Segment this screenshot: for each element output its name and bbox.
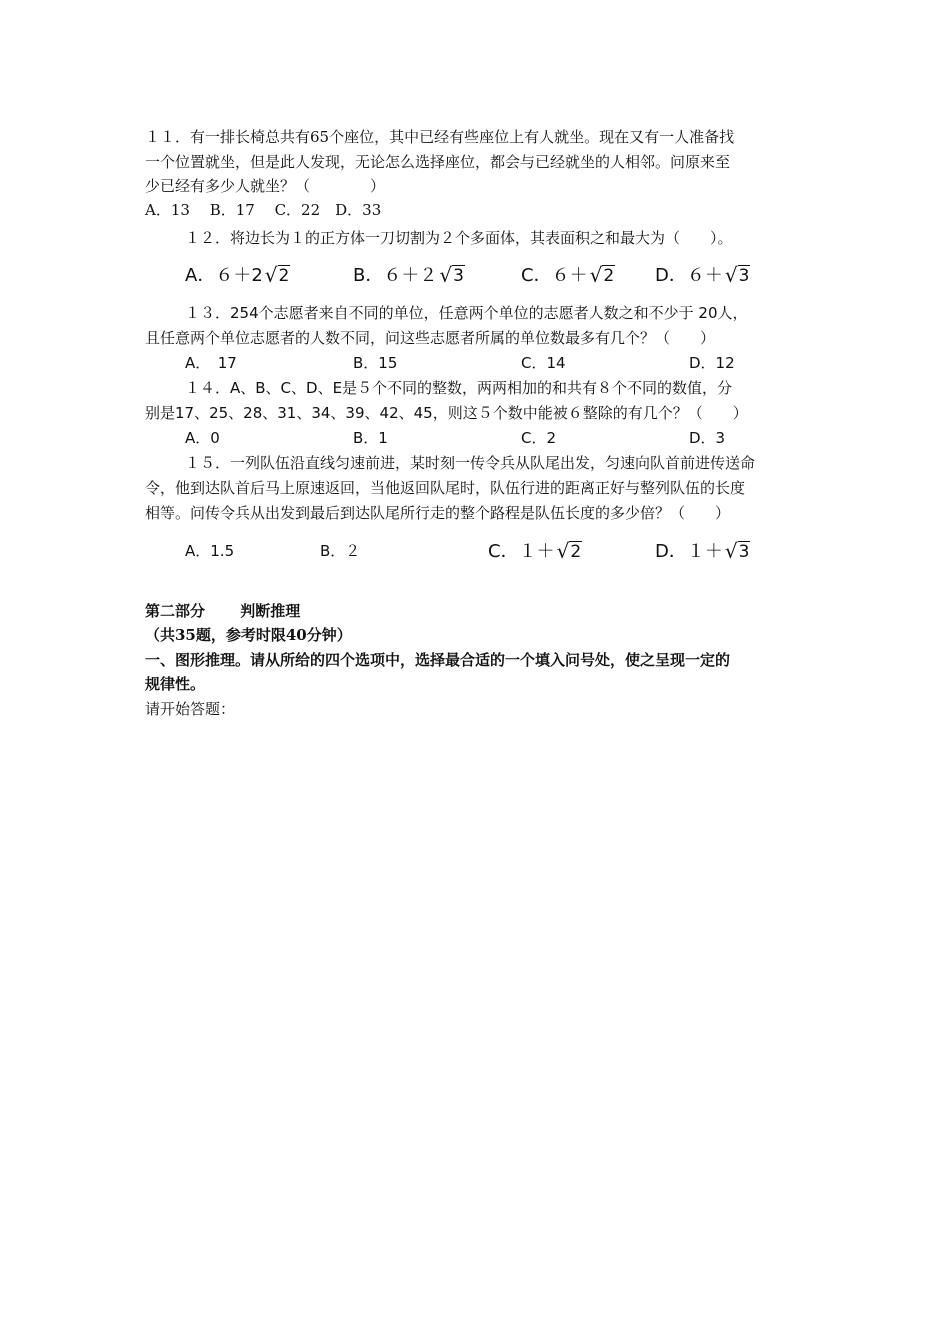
q12-stem: １２．将边长为１的正方体一刀切割为２个多面体，其表面积之和最大为（ ）。: [185, 229, 733, 247]
part2-subheading: （共35题，参考时限40分钟）: [145, 626, 352, 644]
q15-option-c-text: C．１＋: [488, 541, 555, 562]
q15-option-d: [655, 538, 750, 565]
sqrt-symbol: √3: [724, 539, 750, 563]
q13-option-a: A． 17: [185, 354, 237, 372]
q15-options: [185, 538, 825, 564]
q12-option-d: [655, 262, 750, 289]
q15-option-c-radicand: 2: [570, 542, 582, 562]
q13-option-d: D．12: [689, 354, 735, 372]
q13-options: [185, 350, 825, 376]
section-instruction-line-1: 一、图形推理。请从所给的四个选项中，选择最合适的一个填入问号处，使之呈现一定的: [145, 651, 731, 669]
q11-line-1: １１．有一排长椅总共有65个座位，其中已经有些座位上有人就坐。现在又有一人准备找: [145, 128, 735, 146]
q12-option-c-text: C．６＋: [521, 265, 588, 286]
q15-line-1: １５．一列队伍沿直线匀速前进，某时刻一传令兵从队尾出发，匀速向队首前进传送命: [185, 454, 756, 472]
part2-heading: 第二部分 判断推理: [145, 602, 301, 620]
q14-line-2: 别是17、25、28、31、34、39、42、45，则这５个数中能被６整除的有几个？（ ）: [145, 404, 748, 422]
q13-option-b: B．15: [353, 354, 398, 372]
q14-option-a: A．0: [185, 429, 220, 447]
q15-option-d-radicand: 3: [738, 542, 750, 562]
q11-line-3: 少已经有多少人就坐？（ ）: [145, 177, 386, 195]
q12-options: [185, 262, 825, 288]
q14-options: [185, 425, 825, 451]
q12-option-b: [353, 262, 465, 289]
q13-option-c: C．14: [521, 354, 566, 372]
start-answering-prompt: 请开始答题：: [145, 700, 236, 718]
sqrt-symbol: √2: [264, 263, 290, 287]
q12-option-a: [185, 262, 290, 289]
q14-option-d: D．3: [689, 429, 726, 447]
section-instruction-line-2: 规律性。: [145, 675, 206, 693]
sqrt-symbol: √2: [589, 263, 615, 287]
q12-option-b-text: B．６＋２: [353, 265, 438, 286]
q14-option-b: B．1: [353, 429, 388, 447]
q14-line-1: １４．A、B、C、D、E是５个不同的整数，两两相加的和共有８个不同的数值，分: [185, 379, 733, 397]
q15-line-2: 令，他到达队首后马上原速返回，当他返回队尾时，队伍行进的距离正好与整列队伍的长度: [145, 479, 746, 497]
sqrt-symbol: √3: [439, 263, 464, 287]
q12-option-b-radicand: 3: [453, 266, 464, 286]
q11-line-2: 一个位置就坐，但是此人发现，无论怎么选择座位，都会与已经就坐的人相邻。问原来至: [145, 153, 731, 171]
q15-option-d-text: D．１＋: [655, 541, 723, 562]
q15-option-a: A．1.5: [185, 542, 235, 560]
sqrt-symbol: √2: [556, 539, 582, 563]
q12-option-a-text: A．６＋2: [185, 265, 263, 286]
q15-line-3: 相等。问传令兵从出发到最后到达队尾所行走的整个路程是队伍长度的多少倍？（ ）: [145, 504, 731, 522]
q12-option-d-text: D．６＋: [655, 265, 723, 286]
q14-option-c: C．2: [521, 429, 557, 447]
sqrt-symbol: √3: [724, 263, 750, 287]
q13-line-1: １３．254个志愿者来自不同的单位，任意两个单位的志愿者人数之和不少于 20人，: [185, 304, 748, 322]
q12-option-d-radicand: 3: [738, 266, 750, 286]
q12-option-c: [521, 262, 615, 289]
q15-option-b: B．２: [320, 542, 361, 560]
q11-options: A．13 B．17 C．22 D．33: [145, 201, 382, 219]
q12-option-c-radicand: 2: [603, 266, 615, 286]
q13-line-2: 且任意两个单位志愿者的人数不同，问这些志愿者所属的单位数最多有几个？（ ）: [145, 329, 716, 347]
q12-option-a-radicand: 2: [278, 266, 290, 286]
q15-option-c: [488, 538, 582, 565]
